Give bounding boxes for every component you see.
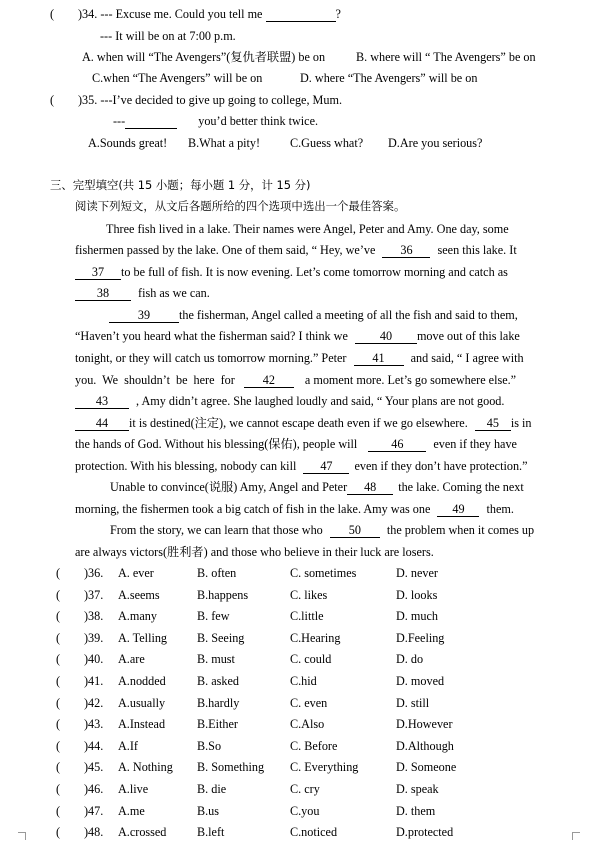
option-a: A.live — [118, 782, 149, 796]
option-paren: ( — [56, 695, 61, 710]
q35-option-c: C.Guess what? — [290, 136, 364, 150]
option-c: C. likes — [290, 587, 328, 602]
passage-line-15 — [110, 522, 534, 538]
option-c: C.little — [290, 609, 324, 624]
passage-line-13 — [110, 479, 524, 495]
passage-text: fishermen passed by the lake. One of them said, “ Hey, we’ve — [75, 243, 376, 257]
option-paren: ( — [56, 782, 61, 796]
option-a: A.crossed — [118, 825, 167, 840]
option-d: D. moved — [396, 674, 445, 688]
option-paren: ( — [56, 803, 61, 818]
q35-blank — [125, 115, 177, 129]
option-d: D. do — [396, 652, 424, 667]
option-c: C. sometimes — [290, 566, 357, 580]
passage-line-3 — [75, 264, 508, 280]
passage-line-8 — [75, 372, 516, 388]
option-c: C.you — [290, 803, 320, 818]
option-c: C.noticed — [290, 825, 338, 840]
option-c: C.Hearing — [290, 630, 341, 645]
q35-number: )35. — [78, 93, 98, 107]
passage-line-5 — [109, 307, 518, 323]
option-b: B.So — [197, 738, 222, 753]
option-paren: ( — [56, 609, 61, 624]
q35-stem — [78, 92, 342, 108]
passage-text: the lake. Coming the next — [398, 480, 524, 494]
blank-36: 36 — [382, 244, 430, 258]
section-instruction: 阅读下列短文，从文后各题所给的四个选项中选出一个最佳答案。 — [75, 199, 406, 213]
option-row — [0, 695, 600, 711]
passage-line-6 — [75, 328, 520, 344]
blank-43: 43 — [75, 395, 129, 409]
q35-line2-prefix: --- — [113, 114, 126, 128]
q34-paren: ( — [50, 7, 55, 21]
option-row — [0, 651, 600, 667]
option-a: A.me — [118, 803, 145, 818]
option-a: A.nodded — [118, 674, 166, 688]
option-b: B. Seeing — [197, 630, 245, 645]
option-paren: ( — [56, 738, 61, 753]
q34-option-c: C.when “The Avengers” will be on — [92, 71, 263, 85]
option-row — [0, 673, 600, 689]
option-row — [0, 587, 600, 603]
option-a: A.If — [118, 738, 138, 753]
option-number: )41. — [84, 674, 104, 688]
passage-line-9 — [75, 393, 504, 409]
option-row — [0, 565, 600, 581]
passage-text: is in — [510, 416, 532, 430]
q34-option-d: D. where “The Avengers” will be on — [300, 71, 478, 85]
option-number: )44. — [84, 738, 104, 753]
passage-line-14 — [75, 501, 514, 517]
passage-text: tonight, or they will catch us tomorrow morning.” Peter — [75, 351, 347, 365]
passage-text: “Haven’t you heard what the fisherman said? I think we — [75, 329, 348, 343]
option-c: C. even — [290, 695, 328, 710]
passage-text: , Amy didn’t agree. She laughed loudly and said, “ Your plans are not good. — [136, 394, 505, 408]
option-b: B.Either — [197, 717, 238, 732]
option-d: D. speak — [396, 782, 439, 796]
option-a: A.many — [118, 609, 157, 624]
blank-50: 50 — [330, 524, 380, 538]
q34-qmark: ? — [335, 7, 341, 21]
q34-line1: --- Excuse me. Could you tell me — [100, 7, 263, 21]
passage-text: fish as we can. — [138, 286, 210, 300]
option-c: C. Before — [290, 738, 338, 753]
blank-48: 48 — [347, 481, 393, 495]
passage-line-1: Three fish lived in a lake. Their names were Angel, Peter and Amy. One day, some — [106, 222, 509, 236]
option-d: D. Someone — [396, 760, 457, 775]
blank-45: 45 — [475, 417, 511, 431]
passage-text: to be full of fish. It is now evening. Let’s come tomorrow morning and catch as — [121, 265, 508, 279]
option-row — [0, 803, 600, 819]
option-a: A. ever — [118, 566, 154, 580]
passage-text: the problem when it comes up — [386, 523, 535, 537]
option-paren: ( — [56, 825, 61, 840]
option-b: B.left — [197, 825, 225, 840]
option-d: D. still — [396, 695, 430, 710]
passage-text: you. We shouldn’t be here for — [75, 373, 235, 387]
option-d: D.However — [396, 717, 453, 732]
passage-text: even if they don’t have protection.” — [354, 459, 528, 473]
passage-text: the fisherman, Angel called a meeting of all the fish and said to them, — [179, 308, 518, 322]
option-b: B. must — [197, 652, 235, 667]
passage-line-12 — [75, 458, 528, 474]
option-row — [0, 738, 600, 754]
option-number: )40. — [84, 652, 104, 667]
section-heading: 三、完型填空(共 15 小题；每小题 1 分，计 15 分) — [50, 178, 311, 192]
option-number: )46. — [84, 782, 104, 796]
passage-text: Unable to convince(说服) Amy, Angel and Peter — [110, 480, 348, 494]
q34-stem — [78, 6, 341, 22]
option-a: A.Instead — [118, 717, 166, 732]
q34-number: )34. — [78, 7, 98, 21]
option-c: C.hid — [290, 674, 317, 688]
option-number: )42. — [84, 695, 104, 710]
blank-37: 37 — [75, 266, 121, 280]
q35-option-a: A.Sounds great! — [88, 136, 168, 150]
passage-text: it is destined(注定), we cannot escape death even if we go elsewhere. — [129, 416, 468, 430]
option-d: D. them — [396, 803, 436, 818]
passage-text: protection. With his blessing, nobody can kill — [75, 459, 297, 473]
passage-text: even if they have — [433, 437, 517, 451]
option-number: )39. — [84, 630, 104, 645]
option-number: )48. — [84, 825, 104, 840]
blank-38: 38 — [75, 287, 131, 301]
option-b: B. often — [197, 566, 237, 580]
passage-line-2 — [75, 242, 517, 258]
option-paren: ( — [56, 566, 61, 580]
passage-text: and said, “ I agree with — [410, 351, 524, 365]
option-row — [0, 824, 600, 840]
blank-42: 42 — [244, 374, 294, 388]
option-b: B.hardly — [197, 695, 240, 710]
passage-text: a moment more. Let’s go somewhere else.” — [304, 373, 517, 387]
passage-line-4 — [75, 285, 210, 301]
passage-text: them. — [486, 502, 514, 516]
option-b: B. asked — [197, 674, 239, 688]
option-b: B.happens — [197, 587, 249, 602]
q35-paren: ( — [50, 93, 55, 107]
option-c: C.Also — [290, 717, 325, 732]
option-paren: ( — [56, 652, 61, 667]
q35-option-d: D.Are you serious? — [388, 136, 483, 150]
option-b: B. die — [197, 782, 227, 796]
option-paren: ( — [56, 717, 61, 732]
option-paren: ( — [56, 674, 61, 688]
option-a: A. Telling — [118, 630, 168, 645]
option-number: )36. — [84, 566, 104, 580]
q34-line2: --- It will be on at 7:00 p.m. — [100, 29, 236, 43]
blank-49: 49 — [437, 503, 479, 517]
option-c: C. Everything — [290, 760, 359, 775]
option-paren: ( — [56, 760, 61, 775]
option-d: D. much — [396, 609, 438, 624]
option-row — [0, 781, 600, 797]
option-number: )47. — [84, 803, 104, 818]
q35-line1: ---I’ve decided to give up going to college, Mum. — [100, 93, 342, 107]
q34-blank — [266, 8, 336, 22]
option-number: )43. — [84, 717, 104, 732]
option-a: A.are — [118, 652, 145, 667]
q35-option-b: B.What a pity! — [188, 136, 261, 150]
q35-line2 — [113, 113, 318, 129]
passage-text: move out of this lake — [416, 329, 520, 343]
passage-text: the hands of God. Without his blessing(保佑), people will — [75, 437, 358, 451]
option-d: D.Although — [396, 738, 454, 753]
q34-option-a: A. when will “The Avengers”(复仇者联盟) be on — [82, 50, 326, 64]
option-b: B. Something — [197, 760, 265, 775]
option-c: C. could — [290, 652, 332, 667]
option-a: A.usually — [118, 695, 166, 710]
passage-line-7 — [75, 350, 524, 366]
option-row — [0, 759, 600, 775]
option-b: B. few — [197, 609, 230, 624]
option-number: )38. — [84, 609, 104, 624]
option-d: D.protected — [396, 825, 454, 840]
option-row — [0, 608, 600, 624]
option-number: )45. — [84, 760, 104, 775]
blank-39: 39 — [109, 309, 179, 323]
passage-line-10 — [75, 415, 531, 431]
passage-line-11 — [75, 436, 517, 452]
passage-text: From the story, we can learn that those who — [110, 523, 323, 537]
option-number: )37. — [84, 587, 104, 602]
option-c: C. cry — [290, 782, 320, 796]
blank-46: 46 — [368, 438, 426, 452]
q34-option-b: B. where will “ The Avengers” be on — [356, 50, 536, 64]
q35-line2-suffix: you’d better think twice. — [198, 114, 319, 128]
blank-44: 44 — [75, 417, 129, 431]
option-paren: ( — [56, 630, 61, 645]
option-b: B.us — [197, 803, 220, 818]
passage-text: seen this lake. It — [437, 243, 517, 257]
option-d: D. looks — [396, 587, 438, 602]
option-paren: ( — [56, 587, 61, 602]
option-row — [0, 716, 600, 732]
option-a: A. Nothing — [118, 760, 173, 775]
passage-text: morning, the fishermen took a big catch of fish in the lake. Amy was one — [75, 502, 431, 516]
blank-41: 41 — [354, 352, 404, 366]
option-a: A.seems — [118, 587, 160, 602]
option-row — [0, 630, 600, 646]
blank-40: 40 — [355, 330, 417, 344]
blank-47: 47 — [303, 460, 349, 474]
option-d: D. never — [396, 566, 438, 580]
passage-line-16: are always victors(胜利者) and those who believe in their luck are losers. — [75, 545, 434, 559]
option-d: D.Feeling — [396, 630, 445, 645]
